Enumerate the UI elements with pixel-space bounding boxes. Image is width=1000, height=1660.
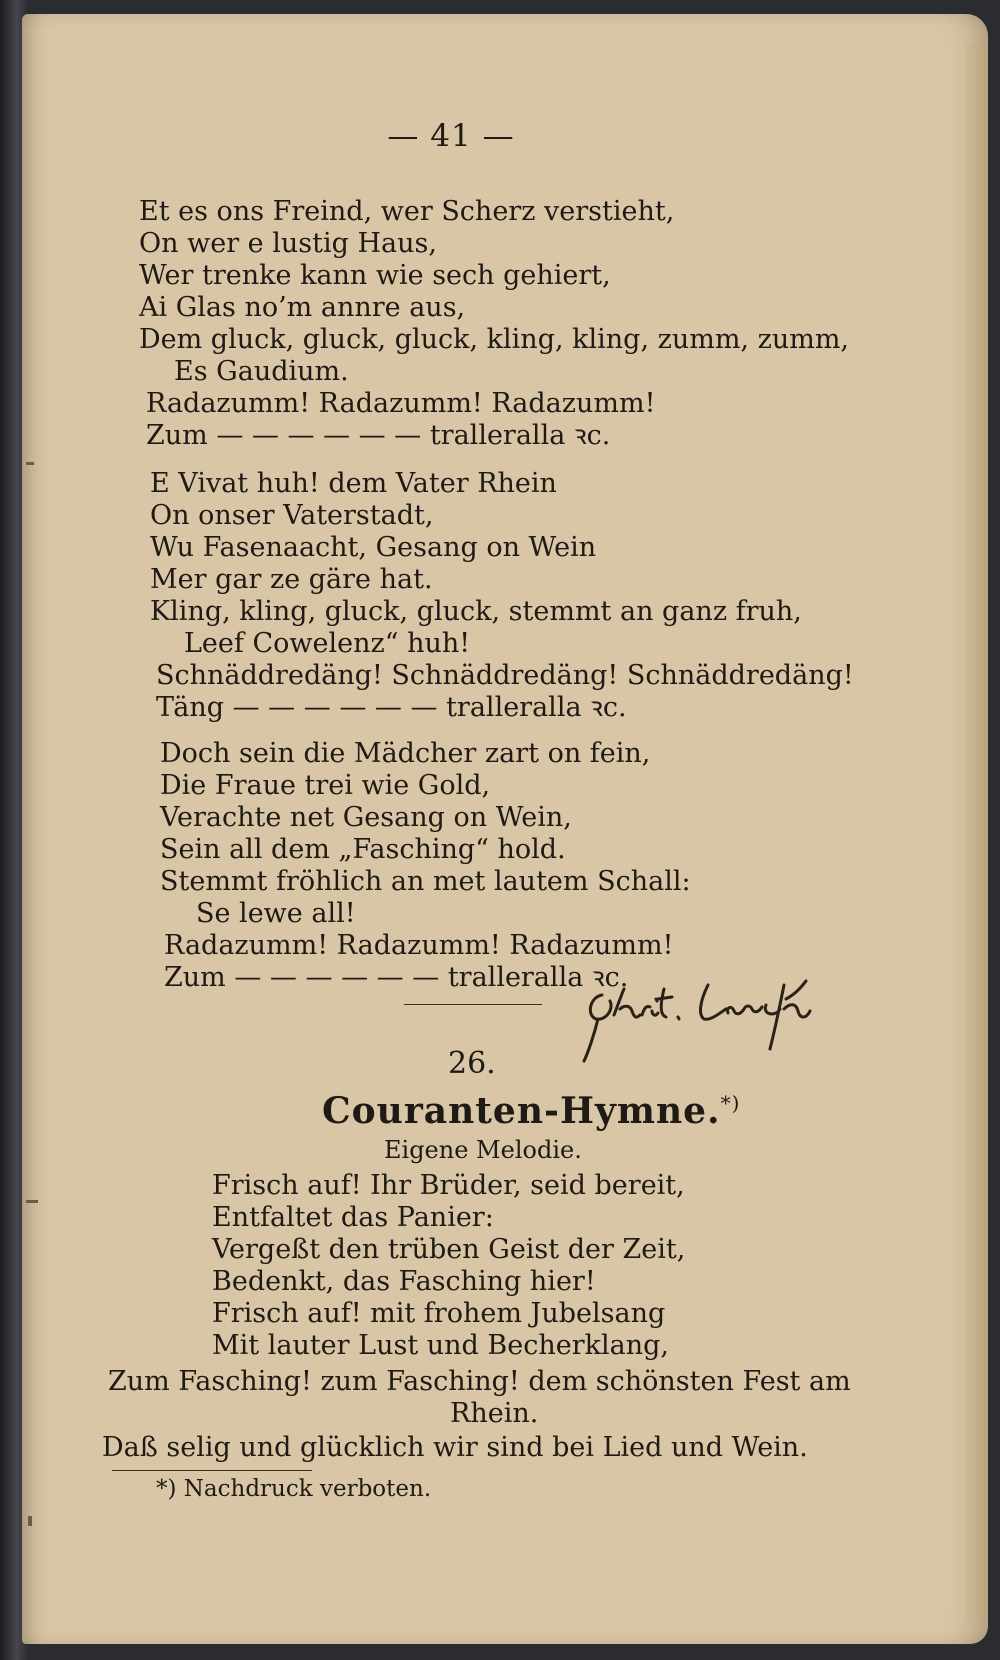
stanza-1-line-2: On wer e lustig Haus,	[139, 228, 437, 259]
stanza-3-line-3: Verachte net Gesang on Wein,	[160, 802, 572, 833]
margin-mark	[26, 462, 34, 465]
hymn-line-8: Rhein.	[450, 1398, 539, 1429]
stanza-3-line-8: Zum — — — — — — tralleralla ꝛc.	[164, 962, 629, 993]
stanza-2-line-7: Schnäddredäng! Schnäddredäng! Schnäddredäng!	[156, 660, 854, 691]
stanza-3-line-2: Die Fraue trei wie Gold,	[160, 770, 491, 801]
stanza-1-line-5: Dem gluck, gluck, gluck, kling, kling, zumm, zumm,	[139, 324, 850, 355]
stanza-2-line-2: On onser Vaterstadt,	[150, 500, 434, 531]
hymn-line-9: Daß selig und glücklich wir sind bei Lied und Wein.	[102, 1432, 808, 1463]
stanza-1-line-1: Et es ons Freind, wer Scherz verstieht,	[139, 196, 675, 227]
stanza-2-line-4: Mer gar ze gäre hat.	[150, 564, 433, 595]
hymn-line-6: Mit lauter Lust und Becherklang,	[212, 1330, 669, 1361]
page-number: — 41 —	[387, 118, 515, 154]
stanza-2-line-6: Leef Cowelenz“ huh!	[184, 628, 471, 659]
stanza-2-line-3: Wu Fasenaacht, Gesang on Wein	[150, 532, 597, 563]
footnote: *) Nachdruck verboten.	[156, 1476, 432, 1502]
footnote-marker: *)	[720, 1091, 741, 1115]
stanza-3-line-4: Sein all dem „Fasching“ hold.	[160, 834, 566, 865]
song-title	[322, 1090, 740, 1132]
melody-note: Eigene Melodie.	[384, 1136, 582, 1164]
stanza-3-line-7: Radazumm! Radazumm! Radazumm!	[164, 930, 674, 961]
hymn-line-2: Entfaltet das Panier:	[212, 1202, 494, 1233]
hymn-line-4: Bedenkt, das Fasching hier!	[212, 1266, 596, 1297]
hymn-line-3: Vergeßt den trüben Geist der Zeit,	[212, 1234, 686, 1265]
footnote-rule	[112, 1470, 312, 1471]
hymn-line-7: Zum Fasching! zum Fasching! dem schönsten Fest am	[108, 1366, 851, 1397]
hymn-line-1: Frisch auf! Ihr Brüder, seid bereit,	[212, 1170, 685, 1201]
stanza-1-line-7: Radazumm! Radazumm! Radazumm!	[146, 388, 656, 419]
stanza-2-line-1: E Vivat huh! dem Vater Rhein	[150, 468, 557, 499]
stanza-3-line-5: Stemmt fröhlich an met lautem Schall:	[160, 866, 691, 897]
stanza-3-line-1: Doch sein die Mädcher zart on fein,	[160, 738, 651, 769]
stanza-2-line-8: Täng — — — — — — tralleralla ꝛc.	[156, 692, 627, 723]
handwritten-signature	[580, 975, 830, 1065]
section-divider	[404, 1004, 542, 1005]
margin-mark	[26, 1200, 38, 1203]
stanza-1-line-3: Wer trenke kann wie sech gehiert,	[139, 260, 611, 291]
stanza-1-line-4: Ai Glas no’m annre aus,	[139, 292, 466, 323]
margin-mark	[28, 1516, 32, 1526]
stanza-3-line-6: Se lewe all!	[196, 898, 356, 929]
page-edge	[966, 44, 988, 1624]
song-number: 26.	[448, 1046, 496, 1081]
song-title-text: Couranten-Hymne.	[322, 1090, 721, 1132]
stanza-2-line-5: Kling, kling, gluck, gluck, stemmt an ganz fruh,	[150, 596, 802, 627]
hymn-line-5: Frisch auf! mit frohem Jubelsang	[212, 1298, 666, 1329]
stanza-1-line-8: Zum — — — — — — tralleralla ꝛc.	[146, 420, 611, 451]
stanza-1-line-6: Es Gaudium.	[174, 356, 349, 387]
